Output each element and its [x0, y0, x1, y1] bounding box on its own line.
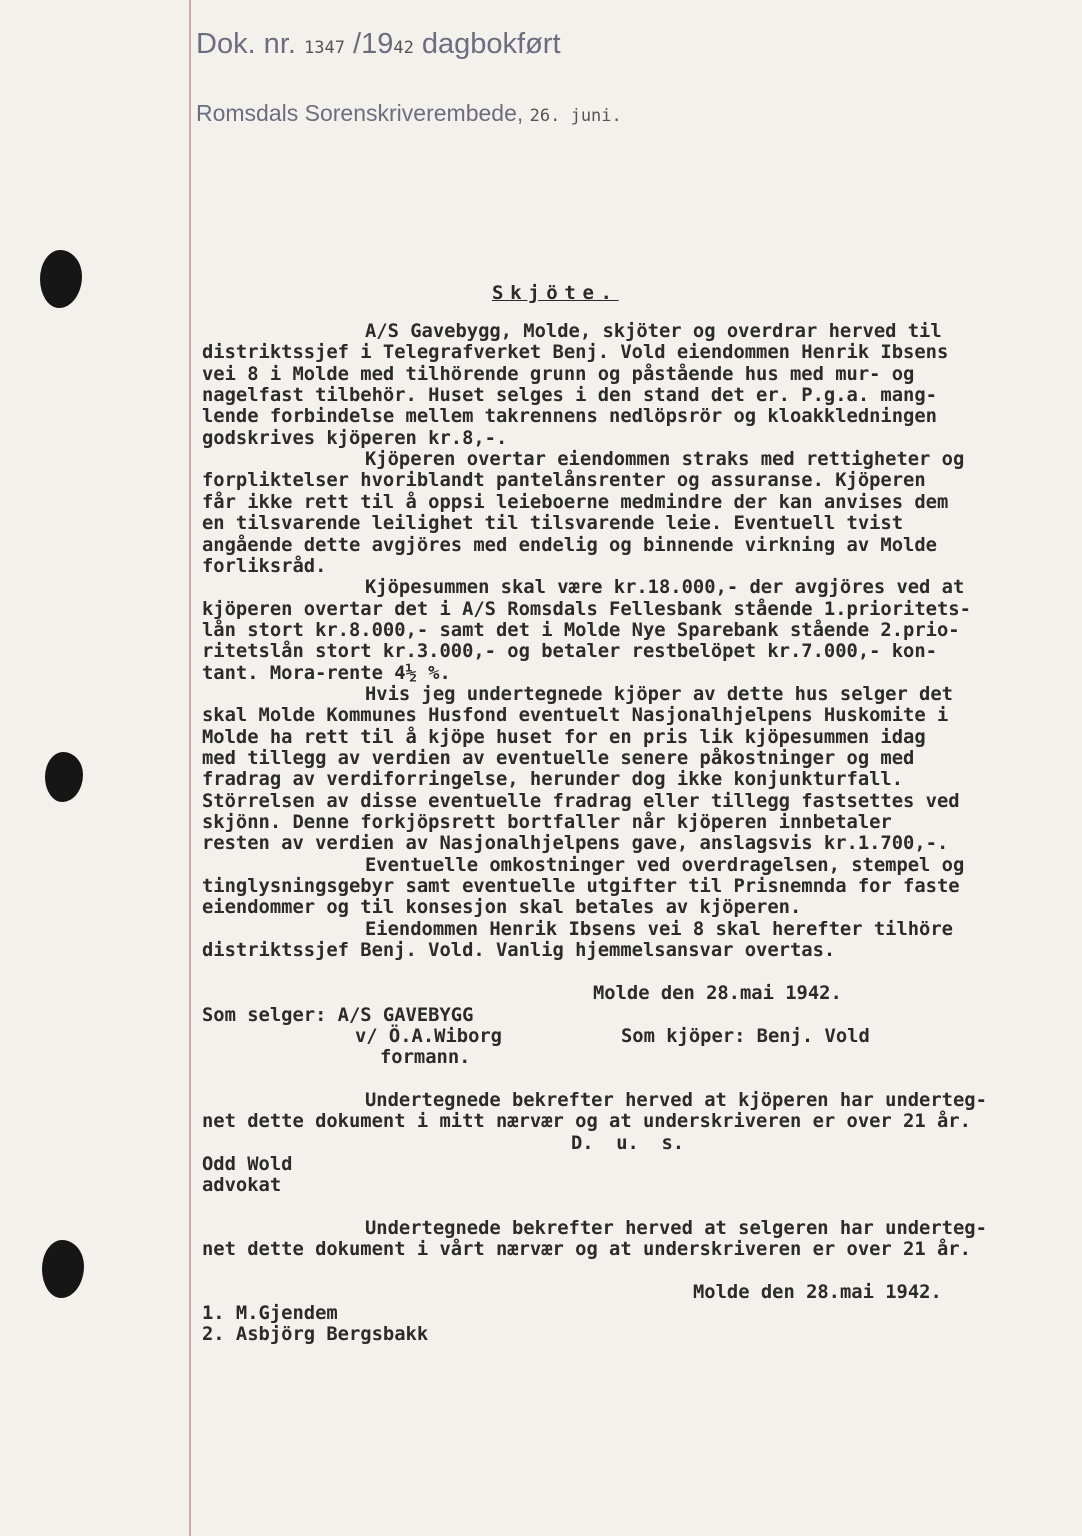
- body-line: forliksråd.: [202, 555, 327, 577]
- witness-name: 2. Asbjörg Bergsbakk: [202, 1324, 429, 1345]
- dus-mark: D. u. s.: [571, 1133, 685, 1154]
- lawyer-name: Odd Wold: [202, 1154, 293, 1175]
- buyer-line: Som kjöper: Benj. Vold: [621, 1026, 870, 1047]
- dok-number: 1347: [304, 38, 345, 58]
- body-line: A/S Gavebygg, Molde, skjöter og overdrar herved til: [365, 321, 942, 342]
- body-line: resten av verdien av Nasjonalhjelpens gave, anslagsvis kr.1.700,-.: [202, 833, 949, 855]
- dok-label: Dok. nr.: [196, 28, 296, 60]
- seller-line: Som selger: A/S GAVEBYGG: [202, 1005, 474, 1026]
- body-line: skal Molde Kommunes Husfond eventuelt Nasjonalhjelpens Huskomite i: [202, 705, 949, 727]
- body-line: distriktssjef i Telegrafverket Benj. Vold eiendommen Henrik Ibsens: [202, 342, 949, 364]
- body-line: Kjöpesummen skal være kr.18.000,- der avgjöres ved at: [365, 577, 965, 599]
- body-line: forpliktelser hvoriblandt pantelånsrenter og assuranse. Kjöperen: [202, 470, 926, 492]
- year-suffix: 42: [393, 38, 414, 58]
- body-line: godskrives kjöperen kr.8,-.: [202, 427, 508, 449]
- place-date: Molde den 28.mai 1942.: [693, 1282, 942, 1303]
- body-line: Eiendommen Henrik Ibsens vei 8 skal herefter tilhöre: [365, 918, 953, 940]
- body-line: kjöperen overtar det i A/S Romsdals Fellesbank stående 1.prioritets-: [202, 598, 971, 620]
- place-date: Molde den 28.mai 1942.: [593, 983, 842, 1004]
- punch-hole: [45, 752, 83, 802]
- registration-stamp: [196, 28, 561, 61]
- body-line: ritetslån stort kr.3.000,- og betaler restbelöpet kr.7.000,- kon-: [202, 641, 937, 663]
- witness-name: 1. M.Gjendem: [202, 1303, 338, 1324]
- body-line: får ikke rett til å oppsi leieboerne medmindre der kan anvises dem: [202, 491, 949, 513]
- dagbokfort-label: dagbokført: [421, 28, 561, 60]
- body-line: Hvis jeg undertegnede kjöper av dette hus selger det: [365, 683, 953, 705]
- body-line: nagelfast tilbehör. Huset selges i den stand det er. P.g.a. mang-: [202, 385, 937, 407]
- stamp-date: 26. juni.: [529, 106, 622, 126]
- body-line: Störrelsen av disse eventuelle fradrag eller tillegg fastsettes ved: [202, 790, 960, 812]
- office-stamp: [196, 100, 622, 127]
- body-line: Eventuelle omkostninger ved overdragelsen, stempel og: [365, 854, 965, 876]
- body-line: vei 8 i Molde med tilhörende grunn og påstående hus med mur- og: [202, 363, 915, 385]
- witness-statement: Undertegnede bekrefter herved at kjöperen har underteg-: [365, 1090, 987, 1111]
- office-name: Romsdals Sorenskriverembede,: [196, 100, 524, 126]
- body-line: angående dette avgjöres med endelig og binnende virkning av Molde: [202, 534, 937, 556]
- body-line: med tillegg av verdien av eventuelle senere påkostninger og med: [202, 748, 915, 769]
- body-line: lende forbindelse mellem takrennens nedlöpsrör og kloakkledningen: [202, 406, 937, 428]
- witness-statement: net dette dokument i vårt nærvær og at underskriveren er over 21 år.: [202, 1239, 971, 1260]
- punch-hole: [42, 1240, 84, 1298]
- body-line: lån stort kr.8.000,- samt det i Molde Nye Sparebank stående 2.prio-: [202, 619, 960, 641]
- document-title: Skjöte.: [492, 282, 619, 304]
- body-line: Molde ha rett til å kjöpe huset for en pris lik kjöpesummen idag: [202, 726, 926, 748]
- body-line: tinglysningsgebyr samt eventuelle utgifter til Prisnemnda for faste: [202, 876, 960, 898]
- body-line: skjönn. Denne forkjöpsrett bortfaller når kjöperen innbetaler: [202, 812, 892, 834]
- body-line: tant. Mora-rente 4½ %.: [202, 662, 451, 684]
- seller-title: formann.: [380, 1047, 471, 1068]
- witness-statement: net dette dokument i mitt nærvær og at underskriveren er over 21 år.: [202, 1111, 971, 1132]
- body-line: distriktssjef Benj. Vold. Vanlig hjemmelsansvar overtas.: [202, 940, 836, 962]
- margin-rule: [189, 0, 191, 1536]
- punch-hole: [40, 250, 82, 308]
- body-line: fradrag av verdiforringelse, herunder dog ikke konjunkturfall.: [202, 769, 904, 791]
- body-line: en tilsvarende leilighet til tilsvarende leie. Eventuell tvist: [202, 513, 904, 535]
- witness-statement: Undertegnede bekrefter herved at selgeren har underteg-: [365, 1218, 987, 1239]
- seller-representative: v/ Ö.A.Wiborg: [355, 1026, 502, 1047]
- body-line: Kjöperen overtar eiendommen straks med rettigheter og: [365, 449, 965, 471]
- year-prefix: /19: [353, 28, 394, 60]
- body-line: eiendommer og til konsesjon skal betales av kjöperen.: [202, 897, 802, 919]
- lawyer-title: advokat: [202, 1175, 282, 1196]
